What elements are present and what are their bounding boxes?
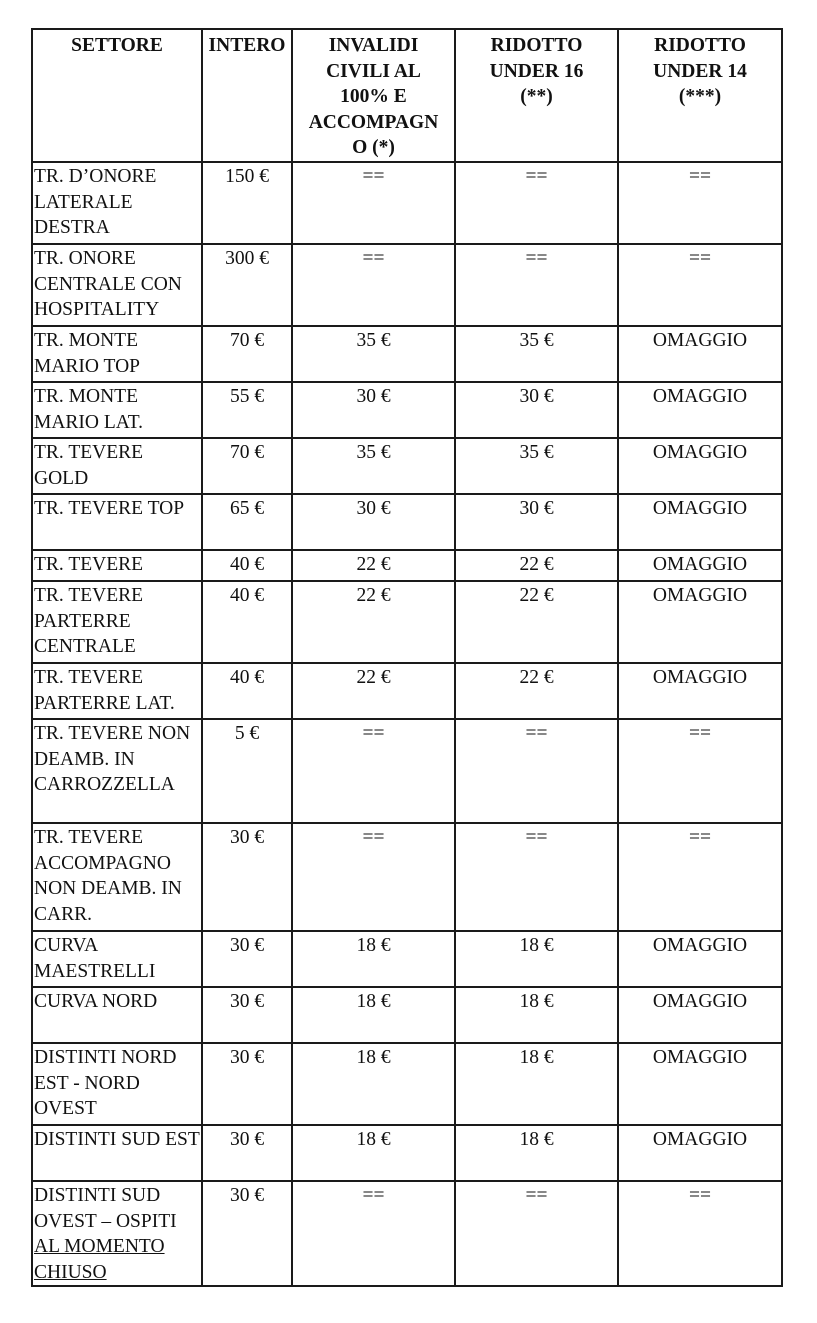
sector-cell: TR. ONORE CENTRALE CON HOSPITALITY: [32, 244, 202, 326]
table-row: [32, 162, 782, 244]
intero-price: 70 €: [202, 326, 292, 382]
under16-price: 35 €: [455, 438, 618, 494]
intero-price: 30 €: [202, 1043, 292, 1125]
sector-name: DISTINTI SUD OVEST – OSPITI: [34, 1185, 177, 1232]
invalidi-price: 30 €: [292, 494, 455, 550]
under14-price: OMAGGIO: [618, 987, 782, 1043]
invalidi-price: ==: [292, 719, 455, 823]
sector-cell: TR. TEVERE NON DEAMB. IN CARROZZELLA: [32, 719, 202, 823]
intero-price: 5 €: [202, 719, 292, 823]
header-settore: SETTORE: [32, 29, 202, 162]
sector-cell: DISTINTI SUD EST: [32, 1125, 202, 1181]
sector-cell: TR. MONTE MARIO LAT.: [32, 382, 202, 438]
table-row: [32, 1125, 782, 1181]
under14-price: OMAGGIO: [618, 438, 782, 494]
header-invalidi: INVALIDI CIVILI AL 100% E ACCOMPAGN O (*): [292, 29, 455, 162]
under16-price: 18 €: [455, 1125, 618, 1181]
under16-price: 30 €: [455, 494, 618, 550]
under16-price: ==: [455, 823, 618, 931]
intero-price: 40 €: [202, 581, 292, 663]
under16-price: 35 €: [455, 326, 618, 382]
table-row: [32, 438, 782, 494]
intero-price: 40 €: [202, 550, 292, 581]
under16-price: 22 €: [455, 663, 618, 719]
invalidi-price: 35 €: [292, 326, 455, 382]
intero-price: 65 €: [202, 494, 292, 550]
under14-price: OMAGGIO: [618, 1043, 782, 1125]
under16-price: 18 €: [455, 931, 618, 987]
invalidi-price: ==: [292, 823, 455, 931]
invalidi-price: 22 €: [292, 663, 455, 719]
under14-price: ==: [618, 719, 782, 823]
table-row: [32, 382, 782, 438]
header-row: [32, 29, 782, 162]
table-row: [32, 1043, 782, 1125]
invalidi-price: 18 €: [292, 987, 455, 1043]
sector-cell: CURVA MAESTRELLI: [32, 931, 202, 987]
table-row: [32, 244, 782, 326]
under16-price: 22 €: [455, 581, 618, 663]
invalidi-price: ==: [292, 162, 455, 244]
table-row: [32, 494, 782, 550]
invalidi-price: ==: [292, 244, 455, 326]
invalidi-price: ==: [292, 1181, 455, 1286]
under14-price: OMAGGIO: [618, 931, 782, 987]
under14-price: OMAGGIO: [618, 382, 782, 438]
sector-cell: [32, 1181, 202, 1286]
intero-price: 150 €: [202, 162, 292, 244]
under16-price: ==: [455, 1181, 618, 1286]
under14-price: ==: [618, 823, 782, 931]
sector-cell: TR. MONTE MARIO TOP: [32, 326, 202, 382]
table-row: [32, 987, 782, 1043]
under14-price: ==: [618, 244, 782, 326]
sector-cell: TR. TEVERE: [32, 550, 202, 581]
sector-closed-note: AL MOMENTO CHIUSO: [34, 1236, 165, 1283]
under14-price: OMAGGIO: [618, 550, 782, 581]
under14-price: ==: [618, 162, 782, 244]
intero-price: 30 €: [202, 1125, 292, 1181]
sector-cell: DISTINTI NORD EST - NORD OVEST: [32, 1043, 202, 1125]
intero-price: 55 €: [202, 382, 292, 438]
under16-price: ==: [455, 244, 618, 326]
ticket-price-table: [31, 28, 783, 1287]
table-row: [32, 931, 782, 987]
under16-price: ==: [455, 162, 618, 244]
invalidi-price: 35 €: [292, 438, 455, 494]
intero-price: 40 €: [202, 663, 292, 719]
under14-price: OMAGGIO: [618, 1125, 782, 1181]
under14-price: OMAGGIO: [618, 494, 782, 550]
intero-price: 30 €: [202, 987, 292, 1043]
table-row: [32, 326, 782, 382]
intero-price: 30 €: [202, 931, 292, 987]
under14-price: OMAGGIO: [618, 326, 782, 382]
intero-price: 30 €: [202, 1181, 292, 1286]
sector-cell: TR. TEVERE PARTERRE LAT.: [32, 663, 202, 719]
invalidi-price: 22 €: [292, 550, 455, 581]
table-row: [32, 663, 782, 719]
table-row: [32, 823, 782, 931]
sector-cell: TR. TEVERE ACCOMPAGNO NON DEAMB. IN CARR.: [32, 823, 202, 931]
header-ridotto-under-14: RIDOTTO UNDER 14 (***): [618, 29, 782, 162]
under16-price: 30 €: [455, 382, 618, 438]
table-row: [32, 719, 782, 823]
sector-cell: CURVA NORD: [32, 987, 202, 1043]
sector-cell: TR. TEVERE TOP: [32, 494, 202, 550]
invalidi-price: 18 €: [292, 1125, 455, 1181]
invalidi-price: 30 €: [292, 382, 455, 438]
intero-price: 30 €: [202, 823, 292, 931]
sector-cell: TR. D’ONORE LATERALE DESTRA: [32, 162, 202, 244]
under16-price: 18 €: [455, 1043, 618, 1125]
table-row: [32, 581, 782, 663]
table-row: [32, 1181, 782, 1286]
under14-price: OMAGGIO: [618, 581, 782, 663]
invalidi-price: 18 €: [292, 931, 455, 987]
under16-price: 18 €: [455, 987, 618, 1043]
intero-price: 70 €: [202, 438, 292, 494]
intero-price: 300 €: [202, 244, 292, 326]
under16-price: 22 €: [455, 550, 618, 581]
header-intero: INTERO: [202, 29, 292, 162]
under14-price: ==: [618, 1181, 782, 1286]
invalidi-price: 18 €: [292, 1043, 455, 1125]
table-row: [32, 550, 782, 581]
under14-price: OMAGGIO: [618, 663, 782, 719]
header-ridotto-under-16: RIDOTTO UNDER 16 (**): [455, 29, 618, 162]
invalidi-price: 22 €: [292, 581, 455, 663]
sector-cell: TR. TEVERE PARTERRE CENTRALE: [32, 581, 202, 663]
sector-cell: TR. TEVERE GOLD: [32, 438, 202, 494]
under16-price: ==: [455, 719, 618, 823]
